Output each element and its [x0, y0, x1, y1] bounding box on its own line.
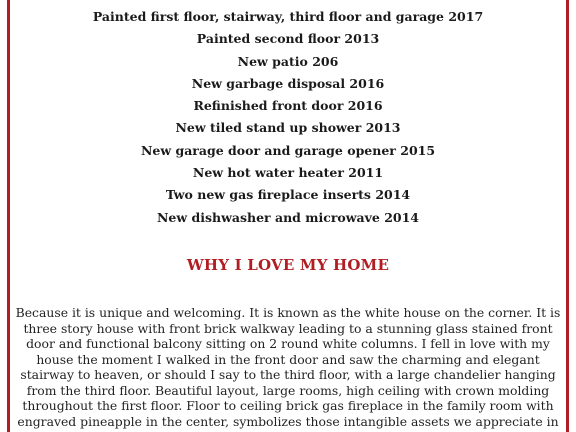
- improvements-list: [14, 6, 562, 229]
- improvement-item: New tiled stand up shower 2013: [175, 120, 401, 136]
- improvement-item: Refinished front door 2016: [193, 98, 383, 114]
- improvement-item: New hot water heater 2011: [192, 165, 384, 181]
- left-border-rule: [7, 0, 10, 432]
- improvement-item: New garage door and garage opener 2015: [140, 142, 436, 158]
- improvement-item: New patio 206: [237, 53, 339, 69]
- improvement-item: New garbage disposal 2016: [191, 75, 385, 91]
- right-border-rule: [566, 0, 569, 432]
- section-heading: WHY I LOVE MY HOME: [186, 256, 390, 274]
- improvement-item: New dishwasher and microwave 2014: [157, 209, 419, 225]
- improvement-item: Two new gas fireplace inserts 2014: [165, 187, 411, 203]
- improvement-item: Painted second floor 2013: [196, 31, 380, 47]
- improvement-item: Painted first floor, stairway, third floor and garage 2017: [92, 9, 484, 24]
- section-paragraph: Because it is unique and welcoming. It is known as the white house on the corner. It is three story house with front brick walkway leading to a stunning glass stained front door and functional balcony sitting on 2 round white columns. I fell in love with my house the moment I walked in the front door and saw the charming and elegant stairway to heaven, or should I say to the third floor, with a large chandelier hanging from the third floor. Beautiful layout, large rooms, high ceiling with crown molding throughout the first floor. Floor to ceiling brick gas fireplace in the family room with engraved pineapple in the center, symbolizes those intangible assets we appreciate in: [15, 305, 561, 429]
